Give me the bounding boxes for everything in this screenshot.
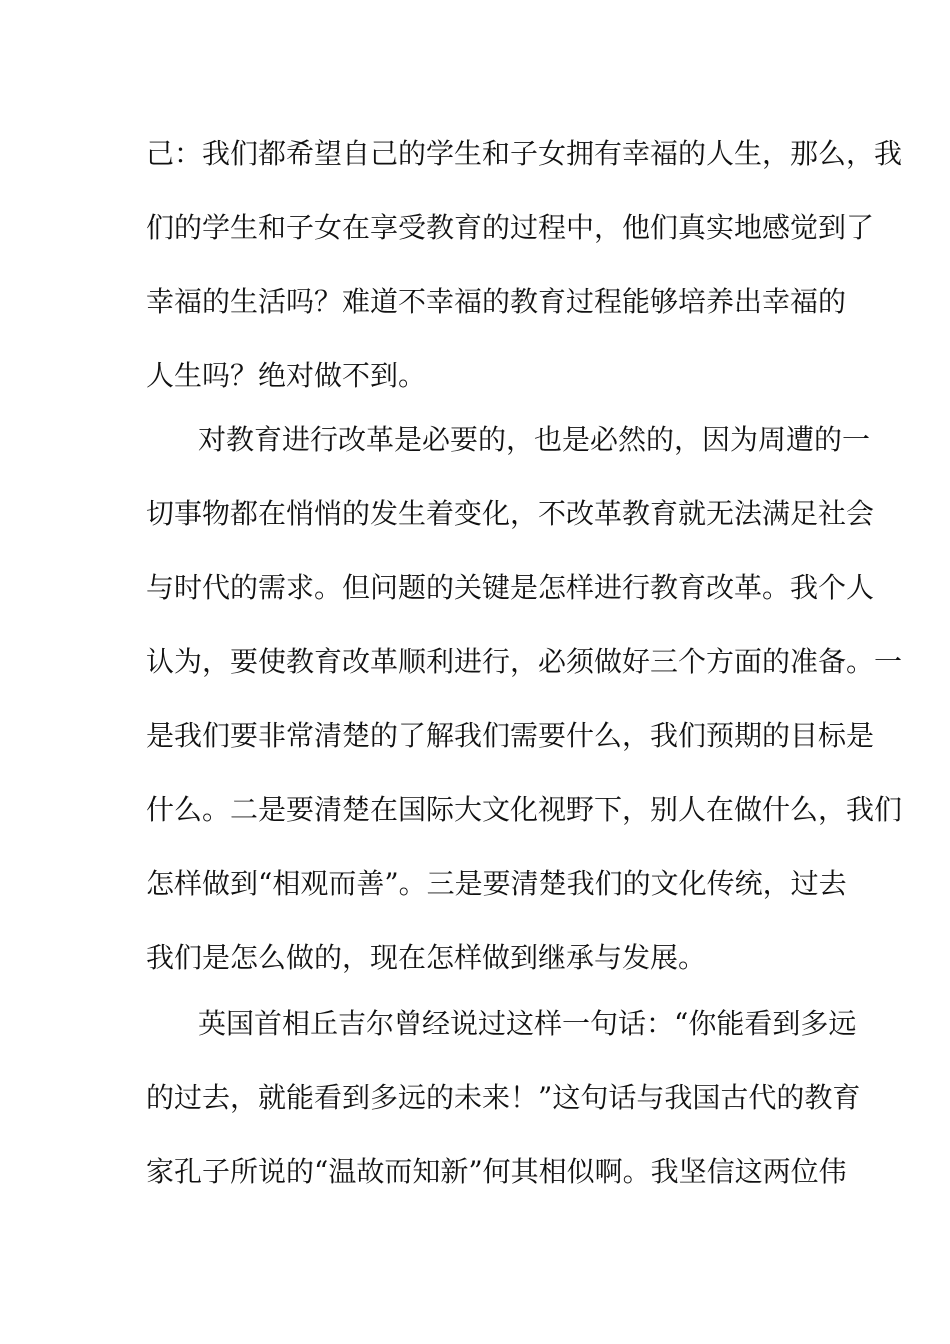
text-line: 怎样做到“相观而善”。三是要清楚我们的文化传统，过去	[146, 867, 847, 900]
text-line: 认为，要使教育改革顺利进行，必须做好三个方面的准备。一	[146, 645, 903, 678]
text-line: 我们是怎么做的，现在怎样做到继承与发展。	[146, 941, 707, 974]
text-line: 与时代的需求。但问题的关键是怎样进行教育改革。我个人	[146, 571, 875, 604]
text-line: 人生吗？绝对做不到。	[146, 359, 427, 392]
text-line: 们的学生和子女在享受教育的过程中，他们真实地感觉到了	[146, 211, 875, 244]
text-line: 切事物都在悄悄的发生着变化，不改革教育就无法满足社会	[146, 497, 875, 530]
text-line: 是我们要非常清楚的了解我们需要什么，我们预期的目标是	[146, 719, 875, 752]
text-line: 家孔子所说的“温故而知新”何其相似啊。我坚信这两位伟	[146, 1155, 847, 1188]
text-line: 幸福的生活吗？难道不幸福的教育过程能够培养出幸福的	[146, 285, 847, 318]
text-line: 己：我们都希望自己的学生和子女拥有幸福的人生，那么，我	[146, 137, 903, 170]
paragraph-first-line: 对教育进行改革是必要的，也是必然的，因为周遭的一	[198, 423, 871, 456]
text-line: 的过去，就能看到多远的未来！”这句话与我国古代的教育	[146, 1081, 861, 1114]
text-line: 什么。二是要清楚在国际大文化视野下，别人在做什么，我们	[146, 793, 903, 826]
paragraph-first-line: 英国首相丘吉尔曾经说过这样一句话：“你能看到多远	[198, 1007, 857, 1040]
